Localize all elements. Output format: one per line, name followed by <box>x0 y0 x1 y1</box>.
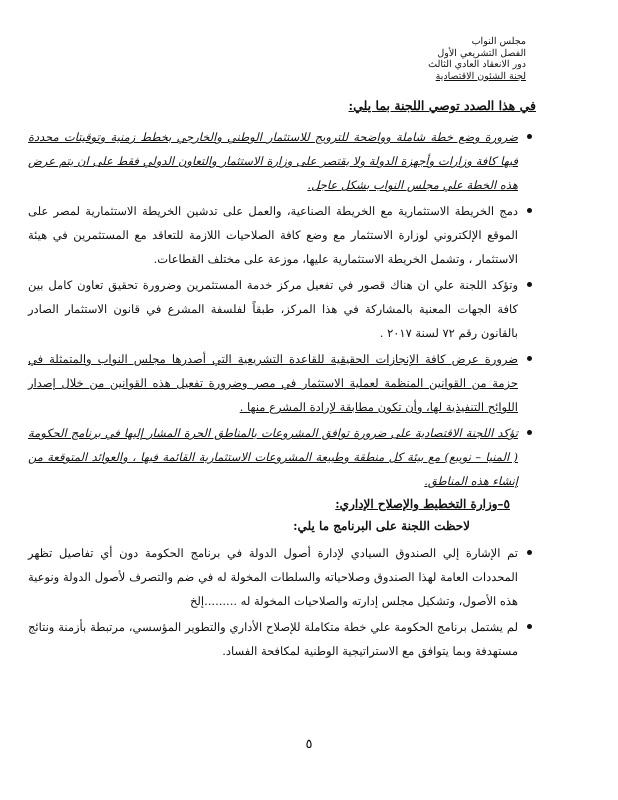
recommendations-heading: في هذا الصدد توصي اللجنة بما يلي: <box>348 98 536 113</box>
header-term: الفصل التشريعي الأول <box>437 47 526 59</box>
list-item <box>28 421 536 493</box>
list-item-text: تم الإشارة إلي الصندوق السيادي لإدارة أصول الدولة في برنامج الحكومة دون أي تفاصيل تظهر المحددات العامة لهذا الصندوق وصلاحياته والسلطات المخولة له في ضم والتصرف لأصول الدولة ونوعية هذه الأصول، وتشكيل مجلس إدارته والصلاحيات المخولة له .........إلخ <box>28 546 518 608</box>
section-title: ٥–وزارة التخطيط والإصلاح الإداري: <box>335 497 510 511</box>
bullet-icon <box>527 208 532 213</box>
section-subtitle: لاحظت اللجنة على البرنامج ما يلي: <box>293 519 470 533</box>
letterhead <box>366 36 526 82</box>
bullet-icon <box>527 356 532 361</box>
list-item-text: ضرورة وضع خطة شاملة وواضحة للترويج للاستثمار الوطني والخارجي بخطط زمنية وتوقيتات محددة فيها كافة وزارات وأجهزة الدولة ولا يقتصر على وزارة الاستثمار والتعاون الدولي فقط على ان يتم عرض هذه الخطة علي مجلس النواب بشكل عاجل. <box>28 130 518 192</box>
header-session: دور الانعقاد العادي الثالث <box>428 59 526 70</box>
bullet-icon <box>527 134 532 139</box>
bullet-icon <box>527 430 532 435</box>
observations-list <box>28 541 536 663</box>
bullet-icon <box>527 282 532 287</box>
list-item <box>28 615 536 663</box>
list-item <box>28 199 536 271</box>
header-committee: لجنة الشئون الاقتصادية <box>435 70 526 82</box>
bullet-icon <box>527 624 532 629</box>
header-parliament: مجلس النواب <box>471 36 526 47</box>
list-item <box>28 347 536 419</box>
list-item-text: لم يشتمل برنامج الحكومة علي خطة متكاملة للإصلاح الأداري والتطوير المؤسسي، مرتبطة بأزمنة ونتائج مستهدفة وبما يتوافق مع الاستراتيجية الوطنية لمكافحة الفساد. <box>28 620 518 658</box>
list-item <box>28 125 536 197</box>
list-item-text: ضرورة عرض كافة الإنجازات الحقيقية للقاعدة التشريعية التي أصدرها مجلس النواب والمتمثلة في حزمة من القوانين المنظمة لعملية الاستثمار في مصر وضرورة تفعيل هذه القوانين من خلال إصدار اللوائح التنفيذية لها، وأن تكون مطابقة لإرادة المشرع منها . <box>28 352 518 414</box>
page-number: ٥ <box>305 737 313 752</box>
list-item-text: تؤكد اللجنة الاقتصادية على ضرورة توافق المشروعات بالمناطق الحرة المشار إليها في برنامج الحكومة ( المنيا – نويبع) مع بيئة كل منطقة وطبيعة المشروعات الاستثمارية القائمة فيها ، والعوائد المتوقعة من إنشاء هذه المناطق. <box>28 426 518 488</box>
document-body <box>28 98 536 665</box>
list-item-text: دمج الخريطة الاستثمارية مع الخريطة الصناعية، والعمل على تدشين الخريطة الاستثمارية لمصر على الموقع الإلكتروني لوزارة الاستثمار مع وضع كافة الصلاحيات اللازمة للتعاقد مع المستثمرين في هيئة الاستثمار ، وتشمل الخريطة الاستثمارية عليها، موزعة على مختلف القطاعات. <box>28 204 518 266</box>
bullet-icon <box>527 550 532 555</box>
list-item <box>28 541 536 613</box>
list-item <box>28 273 536 345</box>
recommendations-list <box>28 125 536 493</box>
list-item-text: وتؤكد اللجنة علي ان هناك قصور في تفعيل مركز خدمة المستثمرين وضرورة تحقيق تعاون كامل بين كافة الجهات المعنية بالمشاركة في هذا المركز، طبقاً لفلسفة المشرع في قانون الاستثمار الصادر بالقانون رقم ٧٢ لسنة ٢٠١٧ . <box>28 278 518 340</box>
